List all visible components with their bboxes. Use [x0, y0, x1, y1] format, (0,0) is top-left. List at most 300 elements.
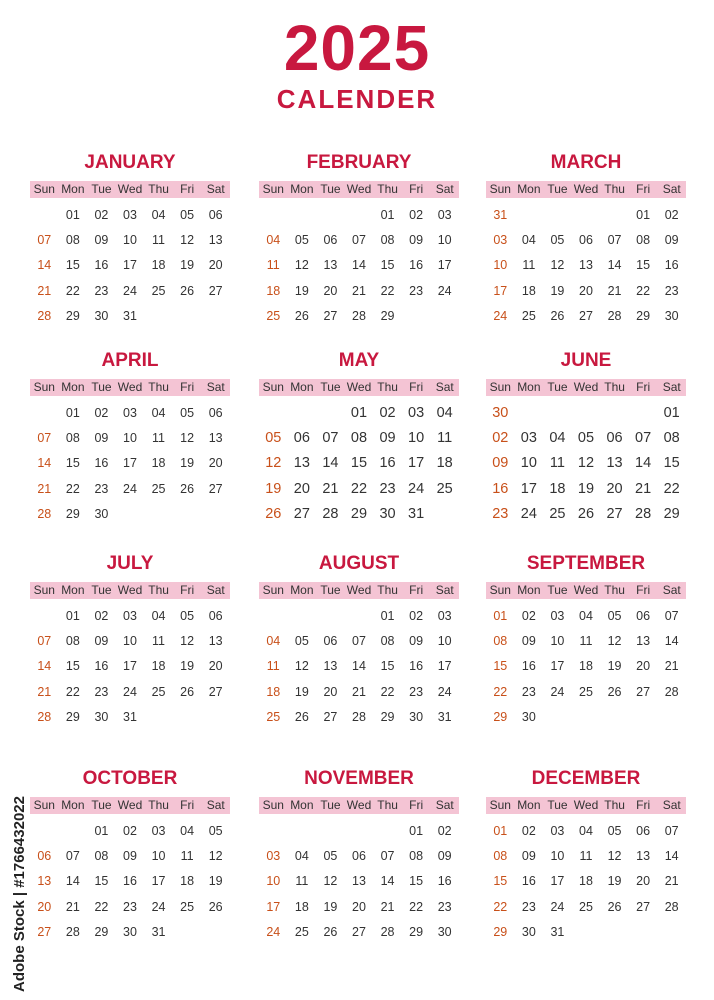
- empty-cell: [316, 819, 345, 844]
- day-cell: 06: [208, 208, 223, 222]
- day-cell: 12: [180, 233, 195, 248]
- day-cell: 08: [65, 431, 80, 446]
- day-cell: 18: [579, 874, 593, 889]
- weekday-label: Fri: [636, 583, 651, 597]
- weekday-header: [259, 379, 459, 396]
- day-cell: 10: [493, 258, 508, 273]
- day-cell: 23: [94, 684, 109, 699]
- weekday-header: [30, 582, 230, 599]
- day-cell: 06: [606, 430, 623, 447]
- day-cell: 30: [521, 709, 536, 724]
- day-cell: 19: [180, 258, 195, 273]
- day-cell: 18: [151, 456, 166, 471]
- day-cell: 12: [294, 659, 309, 674]
- day-cell: 01: [94, 824, 109, 838]
- day-grid: [30, 401, 230, 527]
- day-cell: 23: [492, 505, 509, 522]
- day-cell: 09: [664, 233, 679, 248]
- day-cell: 10: [123, 233, 137, 248]
- weekday-label: Sun: [33, 182, 55, 196]
- day-cell: 23: [94, 481, 109, 496]
- day-cell: 01: [636, 208, 651, 222]
- day-cell: 20: [323, 283, 338, 298]
- day-cell: 11: [180, 849, 194, 864]
- day-cell: 23: [521, 684, 536, 699]
- weekday-label: Mon: [61, 380, 85, 394]
- weekday-label: Tue: [91, 583, 112, 597]
- day-cell: 03: [493, 233, 508, 248]
- day-cell: 19: [607, 874, 622, 889]
- day-cell: 13: [636, 634, 651, 649]
- day-cell: 04: [151, 208, 166, 222]
- weekday-label: Sun: [262, 182, 284, 196]
- day-cell: 24: [123, 684, 137, 699]
- day-cell: 09: [521, 634, 536, 649]
- day-cell: 28: [352, 709, 366, 724]
- weekday-label: Sat: [662, 583, 681, 597]
- day-cell: 13: [579, 258, 593, 273]
- day-cell: 06: [37, 849, 52, 864]
- day-cell: 24: [493, 308, 508, 323]
- day-cell: 08: [380, 233, 395, 248]
- day-cell: 20: [208, 659, 223, 674]
- day-cell: 16: [94, 659, 109, 674]
- day-cell: 17: [437, 258, 452, 273]
- day-cell: 16: [521, 659, 536, 674]
- day-cell: 10: [266, 874, 281, 889]
- day-cell: 21: [322, 480, 339, 497]
- empty-cell: [288, 203, 317, 228]
- day-cell: 05: [180, 609, 195, 623]
- day-cell: 06: [579, 233, 593, 248]
- day-cell: 04: [266, 233, 281, 248]
- weekday-label: Tue: [547, 798, 568, 812]
- day-cell: 24: [266, 924, 281, 939]
- day-cell: 12: [180, 431, 195, 446]
- day-cell: 16: [437, 874, 452, 889]
- day-cell: 24: [550, 899, 565, 914]
- empty-cell: [572, 401, 601, 426]
- day-cell: 12: [607, 849, 622, 864]
- day-cell: 06: [323, 233, 338, 248]
- empty-cell: [373, 819, 402, 844]
- day-cell: 23: [409, 283, 424, 298]
- day-cell: 03: [123, 208, 137, 222]
- weekday-label: Fri: [180, 583, 195, 597]
- weekday-label: Sat: [435, 583, 454, 597]
- day-cell: 29: [409, 924, 424, 939]
- day-cell: 29: [94, 924, 109, 939]
- day-cell: 20: [37, 899, 52, 914]
- day-cell: 20: [323, 684, 338, 699]
- day-cell: 20: [636, 659, 651, 674]
- day-cell: 29: [636, 308, 651, 323]
- day-cell: 09: [94, 431, 109, 446]
- day-cell: 02: [437, 824, 452, 838]
- empty-cell: [30, 819, 59, 844]
- weekday-label: Mon: [290, 380, 314, 394]
- day-cell: 05: [607, 609, 622, 623]
- weekday-label: Fri: [180, 798, 195, 812]
- day-cell: 13: [323, 659, 338, 674]
- empty-cell: [515, 401, 544, 426]
- day-cell: 15: [350, 455, 368, 472]
- day-cell: 01: [65, 406, 80, 420]
- day-cell: 13: [606, 455, 623, 472]
- weekday-label: Sat: [206, 583, 225, 597]
- day-cell: 21: [37, 684, 52, 699]
- day-cell: 14: [65, 874, 80, 889]
- day-cell: 26: [180, 481, 195, 496]
- day-cell: 17: [123, 258, 137, 273]
- day-grid: [486, 819, 686, 945]
- day-cell: 23: [123, 899, 137, 914]
- day-cell: 18: [180, 874, 195, 889]
- day-cell: 02: [521, 824, 536, 838]
- day-cell: 04: [180, 824, 195, 838]
- day-cell: 12: [180, 634, 195, 649]
- day-cell: 17: [408, 455, 425, 472]
- day-cell: 05: [180, 208, 195, 222]
- weekday-header: [486, 379, 686, 396]
- day-cell: 10: [408, 430, 425, 447]
- month-june: [486, 346, 686, 527]
- day-cell: 12: [208, 849, 223, 864]
- day-cell: 29: [380, 709, 395, 724]
- day-cell: 20: [636, 874, 651, 889]
- day-cell: 27: [636, 899, 651, 914]
- day-cell: 31: [408, 505, 425, 522]
- day-cell: 21: [37, 283, 52, 298]
- day-cell: 03: [123, 406, 137, 420]
- day-cell: 20: [606, 480, 623, 497]
- day-grid: [30, 604, 230, 730]
- day-cell: 16: [94, 258, 109, 273]
- month-april: [30, 346, 230, 527]
- weekday-label: Mon: [61, 583, 85, 597]
- weekday-label: Sat: [435, 380, 454, 394]
- month-october: [30, 764, 230, 945]
- day-cell: 06: [352, 849, 366, 864]
- day-cell: 15: [409, 874, 424, 889]
- day-cell: 23: [437, 899, 452, 914]
- day-cell: 21: [37, 481, 52, 496]
- empty-cell: [543, 203, 572, 228]
- weekday-header: [486, 181, 686, 198]
- day-cell: 21: [380, 899, 395, 914]
- weekday-label: Thu: [604, 583, 625, 597]
- day-cell: 28: [37, 308, 52, 323]
- day-grid: [486, 604, 686, 730]
- empty-cell: [259, 604, 288, 629]
- day-cell: 18: [151, 258, 166, 273]
- day-cell: 31: [123, 308, 137, 323]
- day-cell: 07: [352, 634, 366, 649]
- day-cell: 30: [664, 308, 679, 323]
- weekday-label: Sun: [262, 798, 284, 812]
- calendar-subtitle: CALENDER: [276, 84, 438, 114]
- month-name: OCTOBER: [82, 768, 178, 789]
- stock-watermark: [8, 752, 28, 992]
- day-cell: 23: [409, 684, 424, 699]
- day-cell: 19: [323, 899, 338, 914]
- weekday-label: Sat: [435, 798, 454, 812]
- day-cell: 08: [380, 634, 395, 649]
- day-cell: 16: [409, 659, 424, 674]
- day-cell: 09: [409, 634, 424, 649]
- day-cell: 14: [352, 659, 366, 674]
- day-cell: 14: [37, 456, 52, 471]
- day-cell: 06: [636, 609, 651, 623]
- day-cell: 30: [521, 924, 536, 939]
- day-grid: [486, 203, 686, 329]
- day-cell: 16: [409, 258, 424, 273]
- day-cell: 15: [65, 456, 80, 471]
- day-cell: 05: [550, 233, 565, 248]
- day-cell: 25: [579, 684, 593, 699]
- weekday-label: Sun: [262, 380, 284, 394]
- day-cell: 14: [607, 258, 622, 273]
- day-cell: 01: [380, 609, 395, 623]
- day-cell: 09: [409, 233, 424, 248]
- day-cell: 02: [94, 609, 109, 623]
- day-cell: 20: [293, 480, 310, 497]
- day-cell: 26: [265, 505, 282, 522]
- weekday-label: Wed: [573, 798, 599, 812]
- day-cell: 07: [65, 849, 80, 864]
- day-cell: 08: [409, 849, 424, 864]
- empty-cell: [288, 401, 317, 426]
- day-cell: 13: [208, 233, 223, 248]
- day-cell: 11: [579, 849, 593, 864]
- day-cell: 03: [266, 849, 281, 864]
- day-cell: 11: [266, 659, 280, 674]
- weekday-label: Sun: [33, 380, 55, 394]
- day-cell: 08: [65, 634, 80, 649]
- day-cell: 31: [151, 924, 166, 939]
- weekday-label: Wed: [346, 380, 372, 394]
- day-cell: 19: [180, 456, 195, 471]
- empty-cell: [316, 401, 345, 426]
- day-cell: 17: [123, 659, 137, 674]
- empty-cell: [345, 604, 374, 629]
- day-cell: 12: [294, 258, 309, 273]
- day-cell: 05: [577, 430, 595, 447]
- weekday-label: Thu: [604, 380, 625, 394]
- day-cell: 11: [295, 874, 309, 889]
- day-cell: 26: [607, 899, 622, 914]
- day-cell: 10: [151, 849, 166, 864]
- day-cell: 03: [550, 824, 565, 838]
- day-cell: 08: [350, 430, 368, 447]
- weekday-label: Fri: [409, 583, 424, 597]
- day-cell: 22: [409, 899, 424, 914]
- day-cell: 02: [379, 405, 396, 421]
- day-cell: 21: [352, 283, 366, 298]
- day-grid: [259, 401, 459, 527]
- day-cell: 25: [266, 308, 281, 323]
- weekday-label: Wed: [346, 182, 372, 196]
- month-name: FEBRUARY: [306, 152, 412, 173]
- day-cell: 31: [123, 709, 137, 724]
- weekday-label: Mon: [517, 380, 541, 394]
- weekday-label: Fri: [180, 380, 195, 394]
- day-cell: 28: [322, 505, 339, 522]
- day-cell: 27: [606, 505, 623, 522]
- day-cell: 19: [294, 684, 309, 699]
- weekday-label: Sat: [435, 182, 454, 196]
- day-cell: 02: [94, 208, 109, 222]
- weekday-label: Sun: [489, 583, 511, 597]
- day-cell: 13: [208, 634, 223, 649]
- day-cell: 27: [208, 283, 223, 298]
- day-cell: 01: [493, 609, 508, 623]
- day-cell: 29: [663, 505, 680, 522]
- day-cell: 08: [65, 233, 80, 248]
- empty-cell: [316, 604, 345, 629]
- day-cell: 12: [323, 874, 338, 889]
- day-cell: 02: [123, 824, 137, 838]
- day-cell: 19: [577, 480, 595, 497]
- day-cell: 29: [65, 308, 80, 323]
- weekday-label: Tue: [320, 583, 341, 597]
- weekday-label: Thu: [604, 798, 625, 812]
- day-cell: 13: [352, 874, 366, 889]
- calendar-year: 2025: [283, 12, 431, 84]
- day-cell: 20: [208, 456, 223, 471]
- day-cell: 05: [294, 233, 309, 248]
- day-cell: 15: [65, 258, 80, 273]
- day-cell: 05: [180, 406, 195, 420]
- empty-cell: [515, 203, 544, 228]
- weekday-header: [30, 797, 230, 814]
- weekday-label: Mon: [290, 182, 314, 196]
- weekday-label: Mon: [517, 798, 541, 812]
- day-cell: 25: [151, 481, 166, 496]
- day-cell: 15: [636, 258, 651, 273]
- day-cell: 25: [549, 505, 566, 522]
- weekday-label: Sun: [33, 583, 55, 597]
- day-cell: 25: [151, 283, 166, 298]
- day-cell: 17: [437, 659, 452, 674]
- weekday-label: Wed: [117, 182, 143, 196]
- day-cell: 11: [437, 430, 453, 447]
- weekday-label: Thu: [148, 380, 169, 394]
- day-cell: 25: [579, 899, 593, 914]
- weekday-label: Wed: [573, 583, 599, 597]
- day-cell: 24: [151, 899, 166, 914]
- weekday-header: [30, 181, 230, 198]
- day-cell: 21: [607, 283, 622, 298]
- month-november: [259, 764, 459, 945]
- day-cell: 02: [94, 406, 109, 420]
- day-cell: 30: [94, 506, 109, 521]
- day-cell: 07: [380, 849, 395, 864]
- month-july: [30, 549, 230, 730]
- day-cell: 24: [520, 505, 537, 522]
- day-cell: 11: [152, 431, 166, 446]
- day-cell: 20: [579, 283, 593, 298]
- day-cell: 04: [579, 824, 593, 838]
- day-cell: 27: [37, 924, 52, 939]
- day-cell: 26: [323, 924, 338, 939]
- day-cell: 25: [266, 709, 281, 724]
- weekday-label: Thu: [377, 182, 398, 196]
- weekday-label: Sat: [662, 380, 681, 394]
- weekday-label: Sun: [262, 583, 284, 597]
- day-cell: 03: [520, 430, 537, 447]
- day-cell: 06: [636, 824, 651, 838]
- weekday-label: Thu: [377, 798, 398, 812]
- day-cell: 21: [352, 684, 366, 699]
- day-cell: 18: [521, 283, 536, 298]
- day-cell: 25: [436, 480, 453, 497]
- day-cell: 16: [521, 874, 536, 889]
- empty-cell: [288, 819, 317, 844]
- weekday-label: Sun: [33, 798, 55, 812]
- day-cell: 05: [607, 824, 622, 838]
- day-cell: 22: [65, 283, 80, 298]
- day-cell: 30: [94, 308, 109, 323]
- empty-cell: [600, 401, 629, 426]
- day-cell: 19: [550, 283, 565, 298]
- month-name: JULY: [106, 553, 154, 574]
- day-cell: 29: [65, 506, 80, 521]
- day-cell: 10: [437, 233, 452, 248]
- day-cell: 30: [379, 505, 396, 522]
- day-cell: 17: [493, 283, 508, 298]
- weekday-label: Sat: [206, 182, 225, 196]
- empty-cell: [259, 819, 288, 844]
- watermark-text: Adobe Stock | #1766432022: [11, 796, 28, 992]
- day-cell: 15: [65, 659, 80, 674]
- day-cell: 17: [123, 456, 137, 471]
- day-cell: 28: [607, 308, 622, 323]
- day-cell: 08: [493, 849, 508, 864]
- day-cell: 19: [265, 480, 282, 497]
- month-name: AUGUST: [318, 553, 400, 574]
- day-cell: 28: [37, 709, 52, 724]
- day-cell: 02: [409, 609, 424, 623]
- day-cell: 06: [323, 634, 338, 649]
- day-cell: 26: [577, 505, 595, 522]
- day-cell: 26: [550, 308, 565, 323]
- empty-cell: [345, 819, 374, 844]
- day-cell: 26: [208, 899, 223, 914]
- weekday-label: Fri: [409, 380, 424, 394]
- empty-cell: [30, 604, 59, 629]
- day-cell: 18: [549, 480, 566, 497]
- day-cell: 07: [37, 233, 52, 248]
- day-cell: 03: [437, 208, 452, 222]
- day-cell: 06: [293, 430, 310, 447]
- weekday-label: Thu: [377, 583, 398, 597]
- day-cell: 29: [493, 924, 508, 939]
- empty-cell: [543, 401, 572, 426]
- day-cell: 10: [520, 455, 537, 472]
- empty-cell: [600, 203, 629, 228]
- month-january: [30, 148, 230, 329]
- empty-cell: [30, 401, 59, 426]
- month-december: [486, 764, 686, 945]
- day-cell: 13: [293, 455, 310, 472]
- day-cell: 15: [493, 659, 508, 674]
- day-cell: 28: [352, 308, 366, 323]
- day-cell: 01: [65, 208, 80, 222]
- day-cell: 14: [322, 455, 339, 472]
- day-cell: 31: [437, 709, 452, 724]
- day-cell: 11: [152, 634, 166, 649]
